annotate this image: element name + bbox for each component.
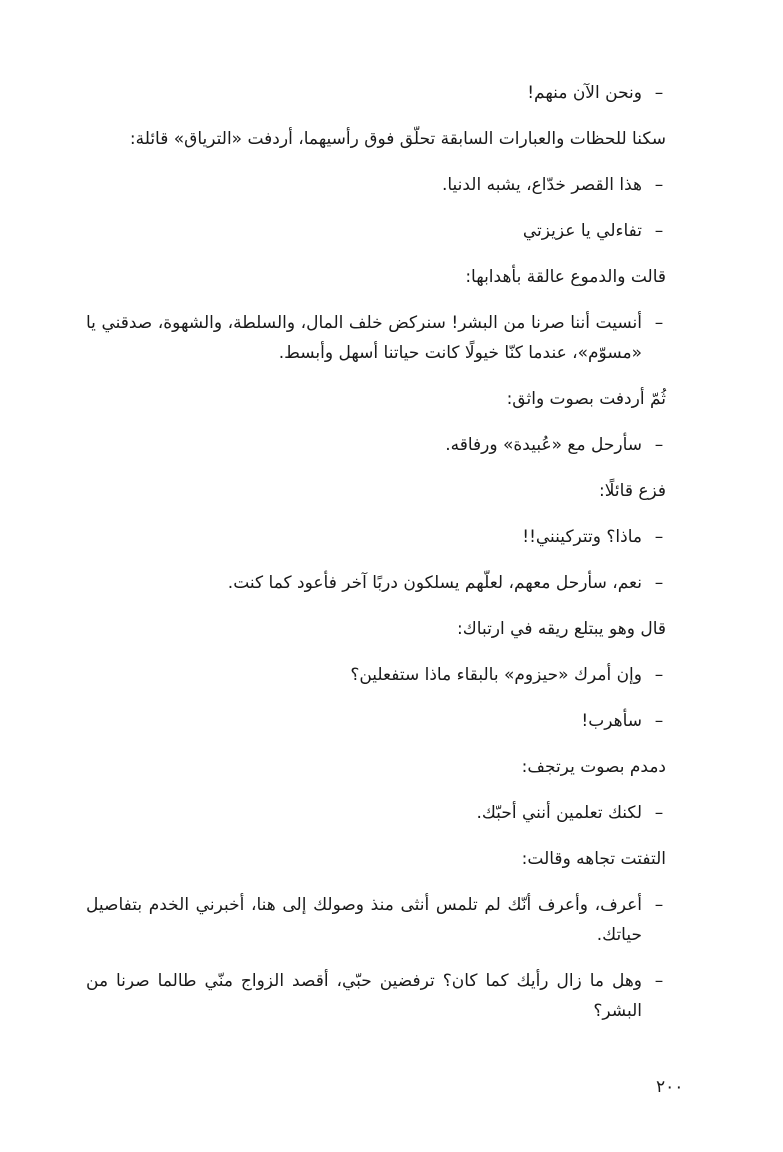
dialogue-line <box>86 430 666 460</box>
dialogue-text: هذا القصر خدّاع، يشبه الدنيا. <box>441 175 642 195</box>
dialogue-dash: – <box>654 175 664 195</box>
dialogue-line <box>86 890 666 950</box>
dialogue-line <box>86 966 666 1026</box>
dialogue-text: لكنك تعلمين أنني أحبّك. <box>476 803 642 823</box>
dialogue-dash: – <box>654 803 664 823</box>
narration-line: التفتت تجاهه وقالت: <box>521 849 666 869</box>
dialogue-line <box>86 170 666 200</box>
dialogue-text: سأرحل مع «عُبيدة» ورفاقه. <box>445 435 642 455</box>
dialogue-dash: – <box>654 83 664 103</box>
dialogue-text: نعم، سأرحل معهم، لعلّهم يسلكون دربًا آخر فأعود كما كنت. <box>227 573 642 593</box>
narration-line: فزع قائلًا: <box>599 481 666 501</box>
dialogue-line <box>86 706 666 736</box>
narration-line: سكنا للحظات والعبارات السابقة تحلّق فوق رأسيهما، أردفت «الترياق» قائلة: <box>129 129 666 149</box>
dialogue-dash: – <box>654 573 664 593</box>
dialogue-dash: – <box>654 527 664 547</box>
dialogue-dash: – <box>654 665 664 685</box>
dialogue-text: وهل ما زال رأيك كما كان؟ ترفضين حبّي، أقصد الزواج منّي طالما صرنا من البشر؟ <box>86 971 642 1021</box>
dialogue-dash: – <box>654 221 664 241</box>
narration-line: قالت والدموع عالقة بأهدابها: <box>465 267 666 287</box>
dialogue-dash: – <box>654 895 664 915</box>
dialogue-line <box>86 660 666 690</box>
dialogue-text: تفاءلي يا عزيزتي <box>522 221 642 241</box>
dialogue-line <box>86 308 666 368</box>
dialogue-line <box>86 216 666 246</box>
dialogue-text: أعرف، وأعرف أنّك لم تلمس أنثى منذ وصولك إلى هنا، أخبرني الخدم بتفاصيل حياتك. <box>86 895 642 945</box>
dialogue-text: ونحن الآن منهم! <box>527 83 642 103</box>
dialogue-line <box>86 78 666 108</box>
narration-line: دمدم بصوت يرتجف: <box>521 757 666 777</box>
dialogue-dash: – <box>654 313 664 333</box>
dialogue-line <box>86 522 666 552</box>
dialogue-line <box>86 568 666 598</box>
dialogue-text: وإن أمرك «حيزوم» بالبقاء ماذا ستفعلين؟ <box>350 665 642 685</box>
page-number: ٢٠٠ <box>656 1077 684 1097</box>
dialogue-text: أنسيت أننا صرنا من البشر! سنركض خلف المال، والسلطة، والشهوة، صدقني يا «مسوّم»، عندما كنّا خيولًا كانت حياتنا أسهل وأبسط. <box>86 313 642 363</box>
narration-line: ثُمّ أردفت بصوت واثق: <box>506 389 666 409</box>
dialogue-dash: – <box>654 711 664 731</box>
narration-line: قال وهو يبتلع ريقه في ارتباك: <box>457 619 666 639</box>
dialogue-dash: – <box>654 435 664 455</box>
dialogue-text: سأهرب! <box>581 711 642 731</box>
page-body <box>86 78 666 1042</box>
dialogue-line <box>86 798 666 828</box>
dialogue-text: ماذا؟ وتتركينني!! <box>522 527 642 547</box>
dialogue-dash: – <box>654 971 664 991</box>
